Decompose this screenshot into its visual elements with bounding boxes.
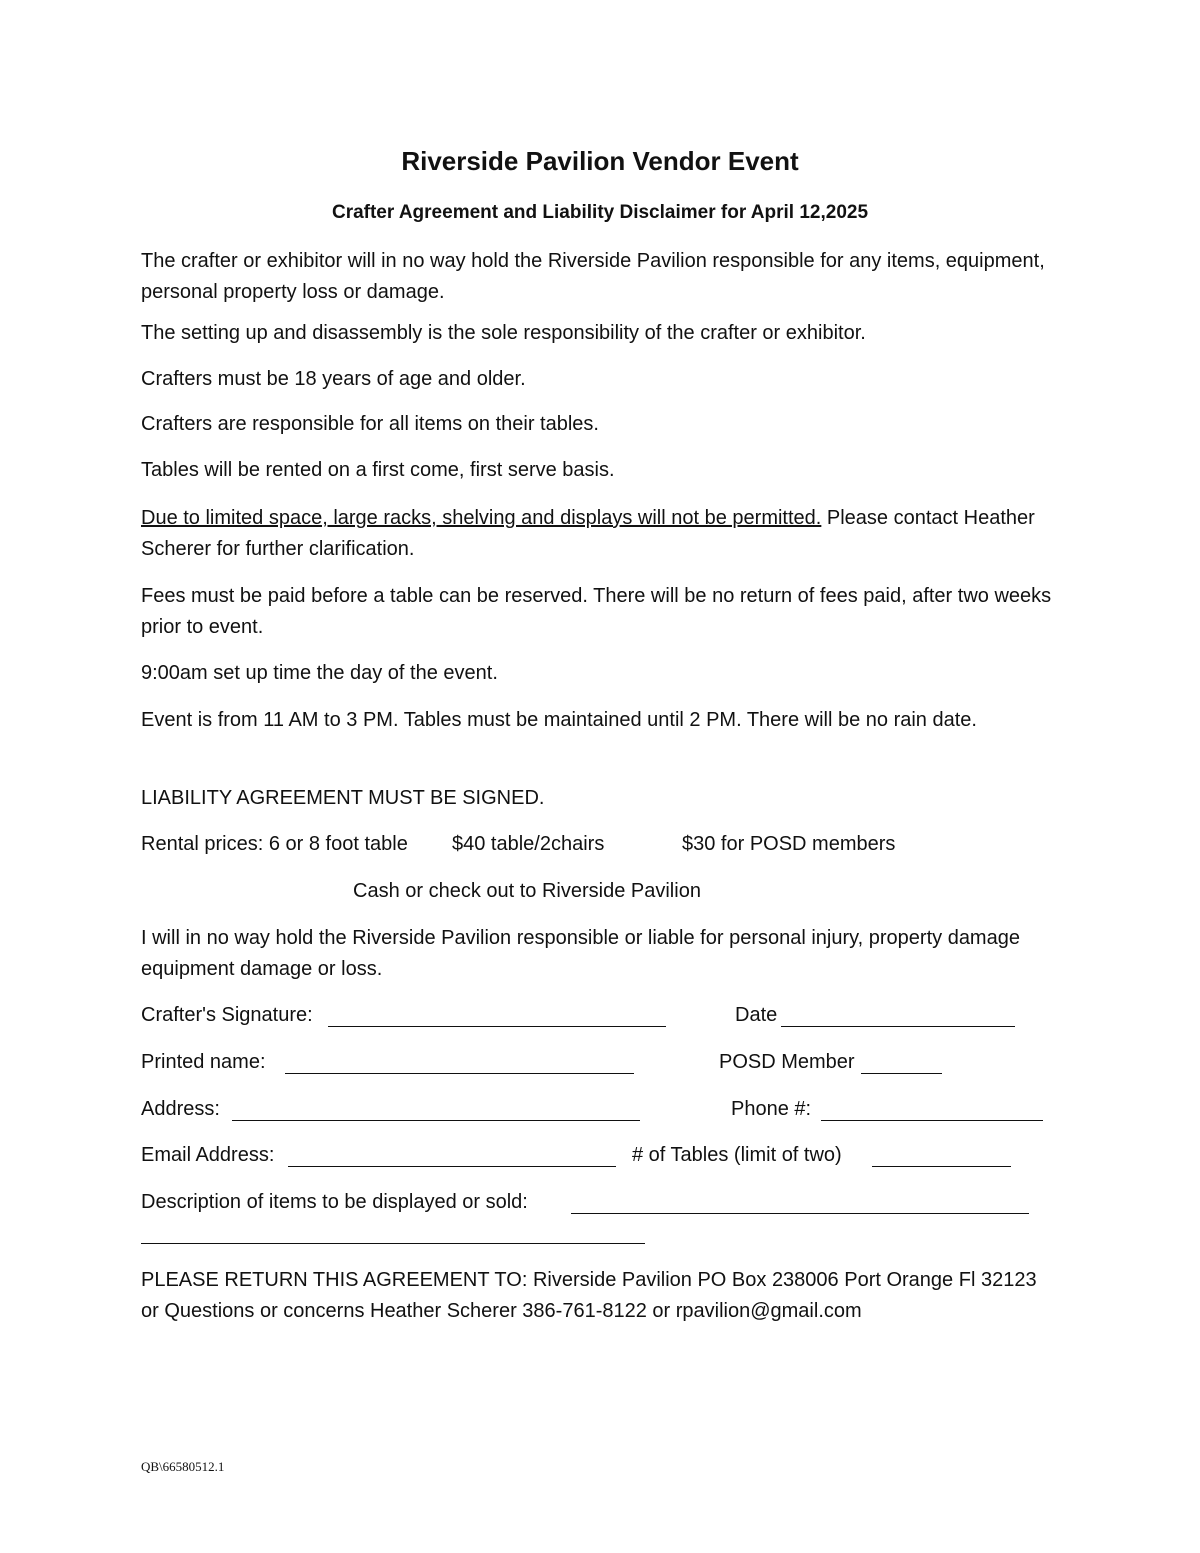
rental-prices-label: Rental prices: 6 or 8 foot table (141, 833, 408, 855)
paragraph-liability-required: LIABILITY AGREEMENT MUST BE SIGNED. (141, 787, 545, 809)
paragraph-table-items: Crafters are responsible for all items on their tables. (141, 413, 599, 435)
paragraph-event-hours: Event is from 11 AM to 3 PM. Tables must be maintained until 2 PM. There will be no rain date. (141, 709, 977, 731)
description-label: Description of items to be displayed or sold: (141, 1191, 528, 1213)
description-line-1[interactable] (571, 1213, 1029, 1214)
rental-price: $40 table/2chairs (452, 833, 605, 855)
address-line[interactable] (232, 1120, 640, 1121)
document-subtitle: Crafter Agreement and Liability Disclaimer for April 12,2025 (331, 202, 869, 223)
paragraph-liability-items: The crafter or exhibitor will in no way hold the Riverside Pavilion responsible for any items, equipment, personal property loss or damage. (141, 250, 1045, 303)
posd-member-line[interactable] (861, 1073, 942, 1074)
payment-instructions: Cash or check out to Riverside Pavilion (353, 880, 701, 902)
contact-info: or Questions or concerns Heather Scherer 386-761-8122 or rpavilion@gmail.com (141, 1300, 862, 1322)
paragraph-setup-responsibility: The setting up and disassembly is the sole responsibility of the crafter or exhibitor. (141, 322, 866, 344)
paragraph-fees: Fees must be paid before a table can be reserved. There will be no return of fees paid, after two weeks prior to event. (141, 585, 1052, 638)
date-label: Date (735, 1004, 778, 1026)
email-line[interactable] (288, 1166, 616, 1167)
address-label: Address: (141, 1098, 220, 1120)
signature-line[interactable] (328, 1026, 666, 1027)
phone-line[interactable] (821, 1120, 1043, 1121)
paragraph-setup-time: 9:00am set up time the day of the event. (141, 662, 498, 684)
phone-label: Phone #: (731, 1098, 812, 1120)
rental-member-price: $30 for POSD members (682, 833, 896, 855)
tables-label: # of Tables (limit of two) (632, 1144, 842, 1166)
document-code: QB\66580512.1 (141, 1459, 225, 1474)
description-line-2[interactable] (141, 1243, 645, 1244)
printed-name-line[interactable] (285, 1073, 634, 1074)
posd-member-label: POSD Member (719, 1051, 855, 1073)
paragraph-first-come: Tables will be rented on a first come, first serve basis. (141, 459, 615, 481)
paragraph-space-limits (141, 503, 1071, 565)
date-line[interactable] (781, 1026, 1015, 1027)
paragraph-release: I will in no way hold the Riverside Pavilion responsible or liable for personal injury, property damage equipment damage or loss. (141, 927, 1020, 980)
paragraph-age-requirement: Crafters must be 18 years of age and older. (141, 368, 526, 390)
return-address: PLEASE RETURN THIS AGREEMENT TO: Riverside Pavilion PO Box 238006 Port Orange Fl 32123 (141, 1269, 1037, 1291)
space-limits-underlined: Due to limited space, large racks, shelving and displays will not be permitted. (141, 507, 822, 529)
document-title: Riverside Pavilion Vendor Event (401, 146, 799, 176)
printed-name-label: Printed name: (141, 1051, 266, 1073)
email-label: Email Address: (141, 1144, 275, 1166)
space-limits-contact: Please contact Heather Scherer for further clarification. (141, 507, 1035, 560)
signature-label: Crafter's Signature: (141, 1004, 313, 1026)
tables-line[interactable] (872, 1166, 1011, 1167)
